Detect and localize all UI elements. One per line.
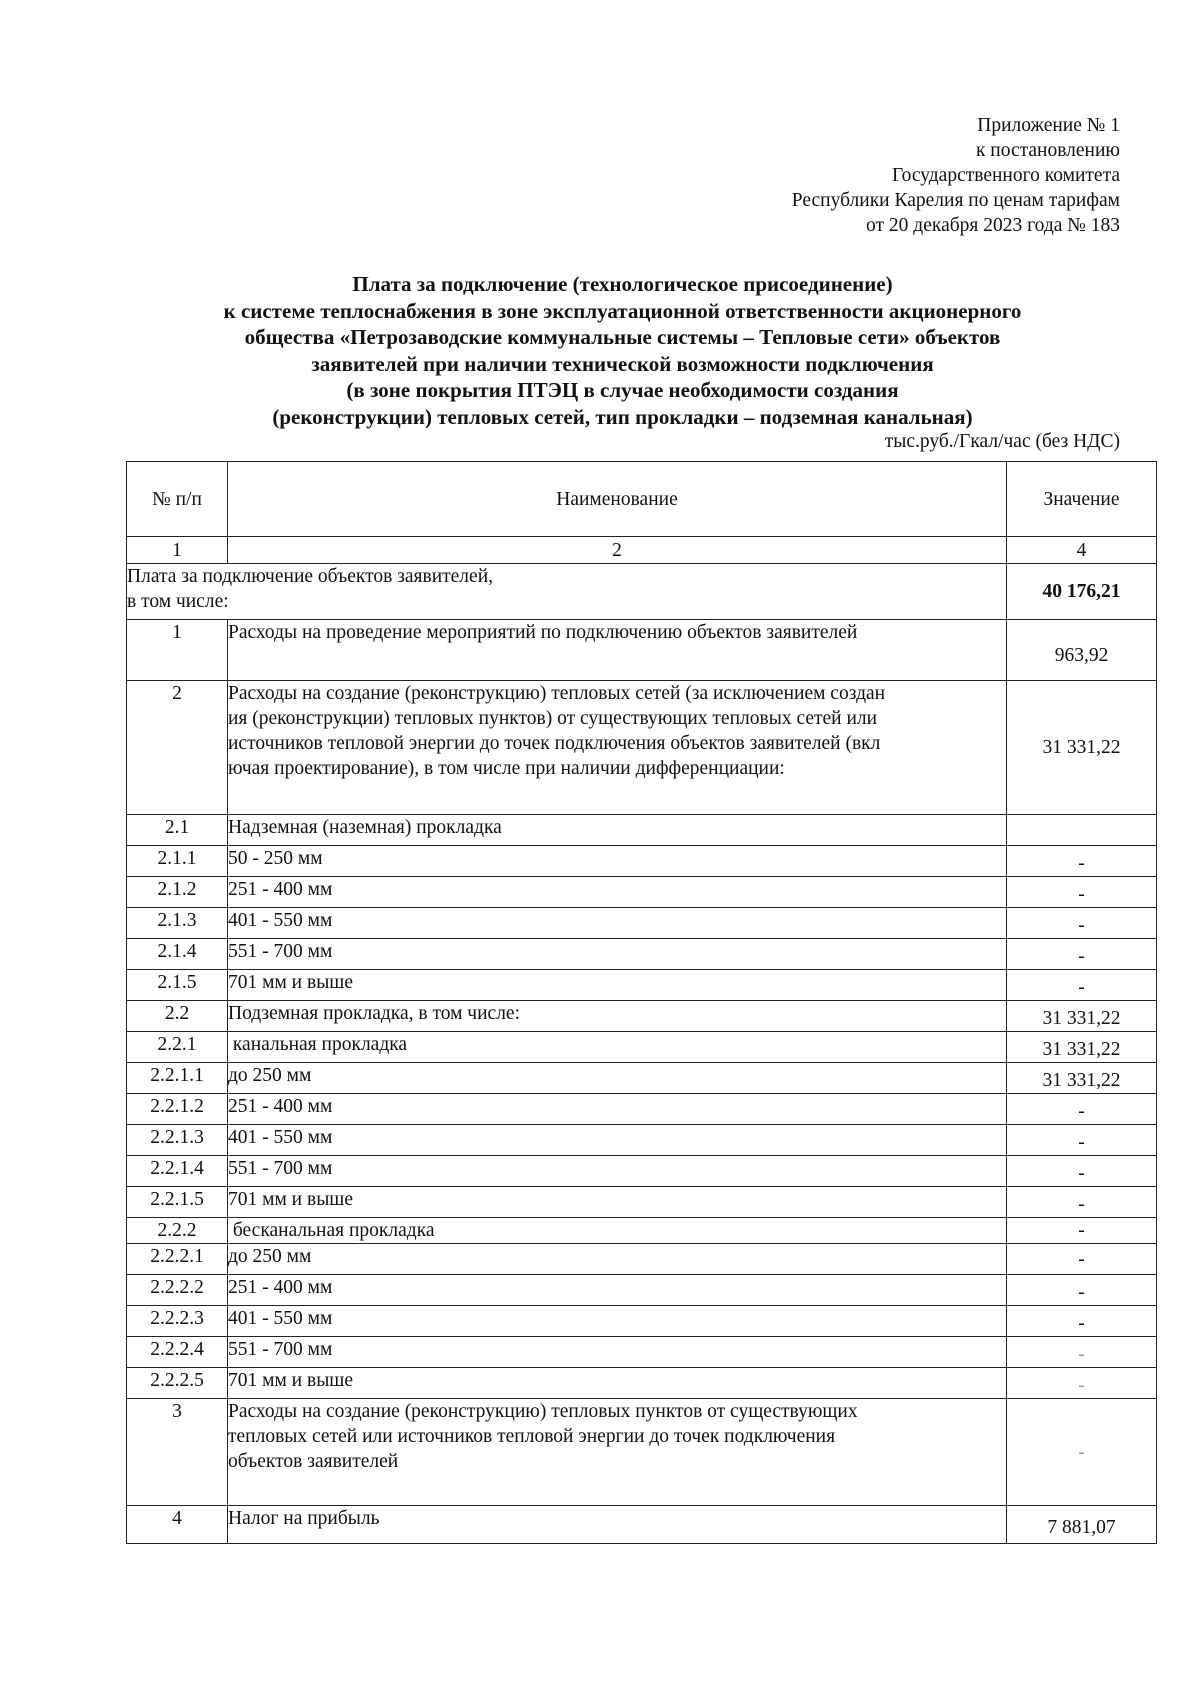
- title-line: общества «Петрозаводские коммунальные системы – Тепловые сети» объектов: [244, 325, 1001, 349]
- table-row: [127, 1368, 1157, 1399]
- row-num: 2.1: [127, 815, 228, 846]
- row-num: 2.2.1.4: [127, 1156, 228, 1187]
- appendix-line: Республики Карелия по ценам тарифам: [791, 190, 1120, 211]
- row-name-line: тепловых сетей или источников тепловой энергии до точек подключения: [228, 1426, 836, 1447]
- table-row: [127, 1125, 1157, 1156]
- row-value: -: [1007, 1218, 1157, 1244]
- row-name: 401 - 550 мм: [228, 908, 1007, 939]
- table-row: [127, 846, 1157, 877]
- row-value: -: [1007, 1399, 1157, 1506]
- document-title: [140, 271, 1105, 430]
- row-num: 2.2.1.1: [127, 1063, 228, 1094]
- row-name-line: источников тепловой энергии до точек подключения объектов заявителей (вкл: [228, 733, 881, 754]
- table-row: [127, 1032, 1157, 1063]
- table-header-row: [127, 462, 1157, 537]
- row-name: 251 - 400 мм: [228, 1275, 1007, 1306]
- row-value: 31 331,22: [1007, 681, 1157, 815]
- appendix-line: Государственного комитета: [892, 165, 1120, 186]
- row-num: 2.2.1.5: [127, 1187, 228, 1218]
- row-name: Налог на прибыль: [228, 1506, 1007, 1544]
- row-value: [1007, 815, 1157, 846]
- row-value: -: [1007, 1094, 1157, 1125]
- row-value: -: [1007, 939, 1157, 970]
- title-line: заявителей при наличии технической возможности подключения: [311, 351, 934, 376]
- row-num: 1: [127, 620, 228, 681]
- row-num: 2.1.3: [127, 908, 228, 939]
- row-num: 2.2.2: [127, 1218, 228, 1244]
- row-name-line: Расходы на создание (реконструкцию) тепловых пунктов от существующих: [228, 1401, 858, 1422]
- table-row: [127, 1094, 1157, 1125]
- table-row: [127, 939, 1157, 970]
- table-row: [127, 1275, 1157, 1306]
- row-num: 2.1.5: [127, 970, 228, 1001]
- table-row: [127, 1063, 1157, 1094]
- row-value: 31 331,22: [1007, 1001, 1157, 1032]
- table-row: [127, 1244, 1157, 1275]
- row-value: -: [1007, 1156, 1157, 1187]
- row-value: -: [1007, 1187, 1157, 1218]
- row-num: 2.1.2: [127, 877, 228, 908]
- row-name: 50 - 250 мм: [228, 846, 1007, 877]
- row-num: 2.2.2.5: [127, 1368, 228, 1399]
- colnum-4: 4: [1007, 537, 1157, 564]
- row-name: 401 - 550 мм: [228, 1125, 1007, 1156]
- fee-table: [126, 461, 1157, 1544]
- row-name: Надземная (наземная) прокладка: [228, 815, 1007, 846]
- row-value: 31 331,22: [1007, 1032, 1157, 1063]
- total-value: 40 176,21: [1007, 564, 1157, 620]
- header-value: Значение: [1007, 462, 1157, 537]
- table-row: [127, 877, 1157, 908]
- header-name: Наименование: [228, 462, 1007, 537]
- row-num: 2.2.1.3: [127, 1125, 228, 1156]
- header-num: № п/п: [127, 462, 228, 537]
- table-row: [127, 1001, 1157, 1032]
- row-num: 3: [127, 1399, 228, 1506]
- row-num: 2.1.4: [127, 939, 228, 970]
- appendix-line: к постановлению: [975, 140, 1120, 161]
- row-name: 401 - 550 мм: [228, 1306, 1007, 1337]
- appendix-line: Приложение № 1: [977, 115, 1120, 136]
- table-row: [127, 681, 1157, 815]
- row-name: бесканальная прокладка: [228, 1218, 1007, 1244]
- row-name: до 250 мм: [228, 1244, 1007, 1275]
- row-name: 701 мм и выше: [228, 970, 1007, 1001]
- row-value: 963,92: [1007, 620, 1157, 681]
- row-num: 2.2.1.2: [127, 1094, 228, 1125]
- table-row: [127, 1337, 1157, 1368]
- table-row: [127, 1306, 1157, 1337]
- title-line: к системе теплоснабжения в зоне эксплуатационной ответственности акционерного: [223, 298, 1022, 323]
- title-line: (реконструкции) тепловых сетей, тип прокладки – подземная канальная): [272, 404, 973, 429]
- row-num: 2.2.2.1: [127, 1244, 228, 1275]
- row-name: 701 мм и выше: [228, 1368, 1007, 1399]
- row-num: 2.2.2.2: [127, 1275, 228, 1306]
- table-row: [127, 620, 1157, 681]
- row-name: 551 - 700 мм: [228, 939, 1007, 970]
- row-value: -: [1007, 877, 1157, 908]
- row-value: -: [1007, 1306, 1157, 1337]
- row-num: 2.2.2.4: [127, 1337, 228, 1368]
- colnum-1: 1: [127, 537, 228, 564]
- table-row: [127, 1218, 1157, 1244]
- row-value: -: [1007, 1368, 1157, 1399]
- row-name: [228, 1399, 1007, 1506]
- row-value: -: [1007, 908, 1157, 939]
- row-name: 551 - 700 мм: [228, 1156, 1007, 1187]
- table-row: [127, 908, 1157, 939]
- row-name-line: ия (реконструкции) тепловых пунктов) от существующих тепловых сетей или: [228, 708, 878, 729]
- row-name: 701 мм и выше: [228, 1187, 1007, 1218]
- row-value: 31 331,22: [1007, 1063, 1157, 1094]
- table-row: [127, 1399, 1157, 1506]
- total-label-line: в том числе:: [127, 591, 229, 612]
- units-label: тыс.руб./Гкал/час (без НДС): [884, 431, 1120, 452]
- row-value: -: [1007, 1337, 1157, 1368]
- column-numbers-row: [127, 537, 1157, 564]
- appendix-block: [560, 113, 1120, 238]
- row-value: -: [1007, 970, 1157, 1001]
- table-row: [127, 970, 1157, 1001]
- row-name: Подземная прокладка, в том числе:: [228, 1001, 1007, 1032]
- table-row: [127, 1187, 1157, 1218]
- row-name: 251 - 400 мм: [228, 1094, 1007, 1125]
- title-line: Плата за подключение (технологическое присоединение): [352, 272, 893, 296]
- row-num: 2: [127, 681, 228, 815]
- row-num: 2.2.1: [127, 1032, 228, 1063]
- colnum-2: 2: [228, 537, 1007, 564]
- appendix-line: от 20 декабря 2023 года № 183: [866, 215, 1120, 236]
- total-label: [127, 564, 1007, 620]
- table-row: [127, 815, 1157, 846]
- total-row: [127, 564, 1157, 620]
- row-name: 551 - 700 мм: [228, 1337, 1007, 1368]
- row-value: -: [1007, 1275, 1157, 1306]
- row-name-line: Расходы на создание (реконструкцию) тепловых сетей (за исключением создан: [228, 683, 886, 704]
- row-name: Расходы на проведение мероприятий по подключению объектов заявителей: [228, 620, 1007, 681]
- row-value: 7 881,07: [1007, 1506, 1157, 1544]
- row-value: -: [1007, 846, 1157, 877]
- total-label-line: Плата за подключение объектов заявителей,: [127, 566, 494, 587]
- row-num: 2.2.2.3: [127, 1306, 228, 1337]
- row-num: 4: [127, 1506, 228, 1544]
- row-value: -: [1007, 1244, 1157, 1275]
- row-name: 251 - 400 мм: [228, 877, 1007, 908]
- table-row: [127, 1156, 1157, 1187]
- row-name: [228, 681, 1007, 815]
- row-num: 2.1.1: [127, 846, 228, 877]
- row-name: канальная прокладка: [228, 1032, 1007, 1063]
- title-line: (в зоне покрытия ПТЭЦ в случае необходимости создания: [346, 378, 899, 402]
- row-value: -: [1007, 1125, 1157, 1156]
- row-name: до 250 мм: [228, 1063, 1007, 1094]
- row-num: 2.2: [127, 1001, 228, 1032]
- row-name-line: объектов заявителей: [228, 1451, 399, 1472]
- row-name-line: ючая проектирование), в том числе при наличии дифференциации:: [228, 758, 785, 779]
- table-row: [127, 1506, 1157, 1544]
